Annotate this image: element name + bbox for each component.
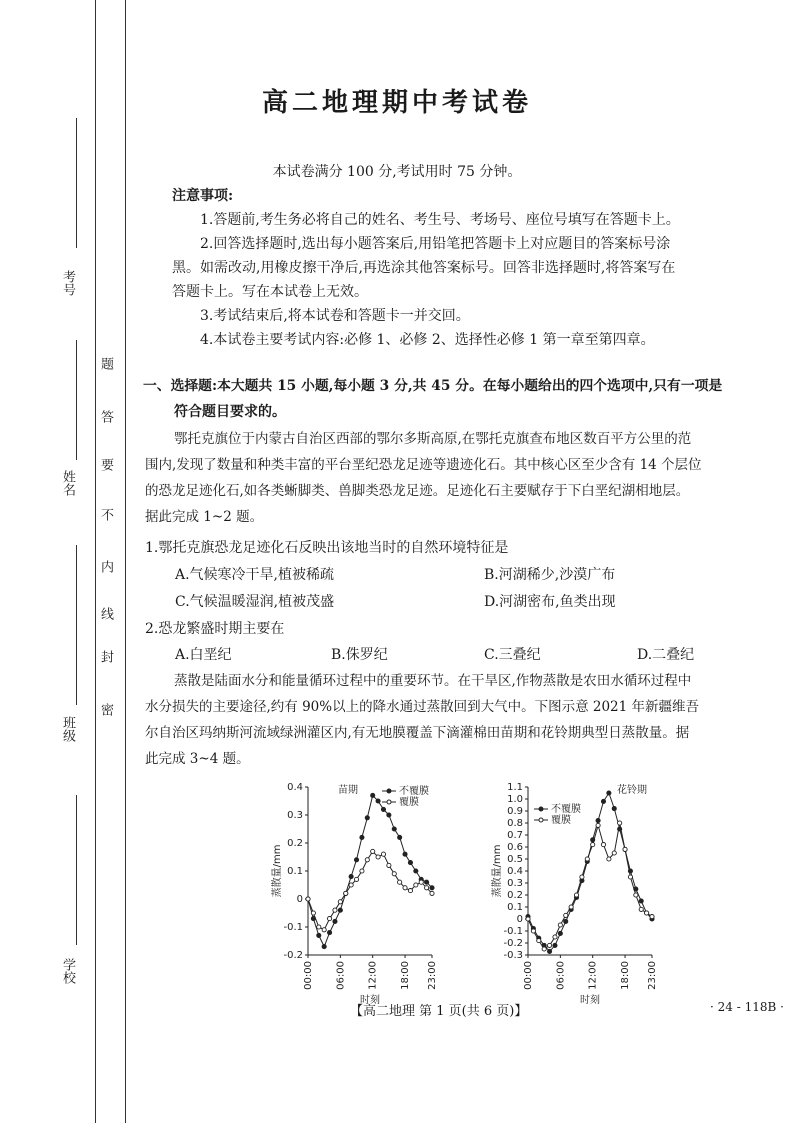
passage1-line-2: 围内,发现了数量和种类丰富的平台垩纪恐龙足迹等遗迹化石。其中核心区至少含有 14 个层位 [145, 457, 702, 473]
seal-char-5: 不 [98, 508, 113, 521]
name-underline [76, 340, 77, 460]
section1-heading: 一、选择题:本大题共 15 小题,每小题 3 分,共 45 分。在每小题给出的四个选项中,只有一项是 [143, 378, 723, 394]
q2-option-b: B.侏罗纪 [331, 647, 388, 663]
data-point-film [425, 886, 429, 890]
y-tick-label: -0.3 [503, 950, 523, 961]
data-point-film [327, 917, 331, 921]
legend-marker [539, 818, 543, 822]
notice-item-2-cont: 黑。如需改动,用橡皮擦干净后,再选涂其他答案标号。回答非选择题时,将答案写在 [172, 260, 676, 276]
data-point-no-film [327, 931, 331, 935]
notice-item-3: 3.考试结束后,将本试卷和答题卡一并交回。 [200, 308, 470, 324]
x-tick-label: 23:00 [427, 961, 438, 990]
data-point-no-film [376, 799, 380, 803]
y-tick-label: 1.0 [507, 794, 523, 805]
legend-label: 覆膜 [551, 815, 571, 826]
notice-heading: 注意事项: [172, 188, 234, 204]
data-point-no-film [387, 813, 391, 817]
section1-heading-cont: 符合题目要求的。 [174, 404, 286, 420]
series-line-no-film [528, 793, 652, 951]
data-point-film [558, 923, 562, 927]
chart-flowering-stage [490, 775, 670, 1005]
page-title: 高二地理期中考试卷 [261, 88, 532, 118]
y-tick-label: 0.1 [287, 866, 303, 877]
label-name: 姓名 [60, 470, 75, 496]
data-point-no-film [403, 852, 407, 856]
data-point-no-film [381, 807, 385, 811]
label-class: 班级 [60, 716, 75, 742]
data-point-film [542, 947, 546, 951]
data-point-film [596, 823, 600, 827]
passage1-line-1: 鄂托克旗位于内蒙古自治区西部的鄂尔多斯高原,在鄂托克旗查布地区数百平方公里的范 [174, 431, 692, 447]
data-point-film [628, 875, 632, 879]
page-footer: 【高二地理 第 1 页(共 6 页)】 [350, 1004, 528, 1019]
notice-item-2: 2.回答选择题时,选出每小题答案后,用铅笔把答题卡上对应题目的答案标号涂 [200, 236, 671, 252]
legend-marker [387, 789, 391, 793]
y-tick-label: 0 [296, 894, 303, 905]
x-axis-label: 时刻 [580, 995, 600, 1005]
seal-char-7: 答 [98, 410, 113, 423]
data-point-film [398, 880, 402, 884]
x-tick-label: 12:00 [367, 961, 379, 990]
data-point-no-film [558, 931, 562, 935]
school-underline [76, 795, 77, 945]
q1-option-c: C.气候温暖湿润,植被茂盛 [175, 594, 335, 610]
data-point-no-film [430, 886, 434, 890]
seal-char-3: 线 [98, 607, 113, 620]
data-point-no-film [317, 933, 321, 937]
seal-char-4: 内 [98, 560, 113, 573]
data-point-no-film [425, 880, 429, 884]
q2-stem: 2.恐龙繁盛时期主要在 [145, 621, 285, 637]
data-point-film [585, 857, 589, 861]
data-point-film [381, 852, 385, 856]
data-point-film [376, 855, 380, 859]
data-point-no-film [371, 793, 375, 797]
data-point-no-film [365, 816, 369, 820]
q1-option-b: B.河湖稀少,沙漠广布 [484, 567, 616, 583]
class-underline [76, 545, 77, 705]
data-point-no-film [639, 899, 643, 903]
data-point-film [569, 905, 573, 909]
data-point-film [333, 908, 337, 912]
data-point-film [392, 872, 396, 876]
data-point-no-film [553, 943, 557, 947]
y-tick-label: 0.3 [287, 810, 303, 821]
data-point-film [349, 883, 353, 887]
data-point-film [354, 877, 358, 881]
y-tick-label: 0.4 [287, 782, 303, 793]
y-tick-label: 0 [516, 914, 523, 925]
passage2-line-3: 尔自治区玛纳斯河流域绿洲灌区内,有无地膜覆盖下滴灌棉田苗期和花铃期典型日蒸散量。据 [145, 725, 690, 741]
data-point-film [639, 907, 643, 911]
seal-char-2: 封 [98, 650, 113, 663]
data-point-no-film [596, 819, 600, 823]
data-point-film [547, 943, 551, 947]
data-point-no-film [607, 791, 611, 795]
data-point-no-film [349, 875, 353, 879]
data-point-film [564, 913, 568, 917]
passage2-line-4: 此完成 3~4 题。 [145, 751, 250, 767]
data-point-film [311, 911, 315, 915]
y-tick-label: 0.7 [507, 830, 523, 841]
legend-label: 不覆膜 [551, 804, 581, 815]
label-school: 学校 [60, 958, 75, 984]
data-point-film [650, 915, 654, 919]
data-point-film [574, 893, 578, 897]
data-point-film [591, 843, 595, 847]
data-point-film [322, 928, 326, 932]
data-point-film [344, 891, 348, 895]
data-point-film [634, 893, 638, 897]
data-point-film [531, 929, 535, 933]
q2-option-c: C.三叠纪 [484, 647, 541, 663]
y-axis-label: 蒸散量/mm [272, 844, 283, 898]
series-line-film [528, 823, 652, 949]
q2-option-d: D.二叠纪 [637, 647, 695, 663]
y-tick-label: 0.6 [507, 842, 523, 853]
data-point-film [623, 847, 627, 851]
y-tick-label: 0.4 [507, 866, 523, 877]
notice-item-1: 1.答题前,考生务必将自己的姓名、考生号、考场号、座位号填写在答题卡上。 [200, 212, 680, 228]
y-tick-label: 0.2 [507, 890, 523, 901]
data-point-no-film [564, 919, 568, 923]
seal-char-8: 题 [98, 357, 113, 370]
data-point-film [618, 821, 622, 825]
y-tick-label: -0.1 [503, 926, 523, 937]
paper-code: · 24 - 118B · [710, 1000, 784, 1014]
data-point-film [403, 886, 407, 890]
data-point-film [387, 863, 391, 867]
y-axis-label: 蒸散量/mm [492, 844, 503, 898]
data-point-no-film [333, 919, 337, 923]
data-point-no-film [612, 807, 616, 811]
label-exam-no: 考号 [60, 270, 75, 296]
x-tick-label: 00:00 [303, 961, 314, 990]
data-point-film [371, 849, 375, 853]
x-tick-label: 06:00 [555, 961, 567, 990]
chart-title: 花铃期 [617, 785, 647, 796]
data-point-film [338, 900, 342, 904]
y-tick-label: -0.2 [283, 950, 303, 961]
x-tick-label: 18:00 [620, 961, 632, 990]
q2-option-a: A.白垩纪 [175, 647, 232, 663]
data-point-film [419, 880, 423, 884]
y-tick-label: 0.5 [507, 854, 523, 865]
exam-info: 本试卷满分 100 分,考试用时 75 分钟。 [272, 164, 522, 180]
data-point-film [607, 857, 611, 861]
data-point-no-film [338, 908, 342, 912]
data-point-no-film [360, 835, 364, 839]
y-tick-label: 1.1 [507, 782, 523, 793]
chart-title: 苗期 [338, 785, 358, 796]
data-point-no-film [392, 827, 396, 831]
data-point-film [580, 875, 584, 879]
data-point-film [553, 935, 557, 939]
chart-seedling-stage [270, 775, 450, 1005]
data-point-no-film [322, 945, 326, 949]
data-point-film [645, 911, 649, 915]
q1-option-d: D.河湖密布,鱼类出现 [484, 594, 616, 610]
data-point-no-film [601, 799, 605, 803]
notice-item-4: 4.本试卷主要考试内容:必修 1、必修 2、选择性必修 1 第一章至第四章。 [200, 332, 655, 348]
data-point-no-film [354, 858, 358, 862]
y-tick-label: 0.2 [287, 838, 303, 849]
passage1-line-3: 的恐龙足迹化石,如各类蜥脚类、兽脚类恐龙足迹。足迹化石主要赋存于下白垩纪湖相地层。 [145, 483, 690, 499]
passage1-line-4: 据此完成 1~2 题。 [145, 509, 264, 525]
passage2-line-1: 蒸散是陆面水分和能量循环过程中的重要环节。在干旱区,作物蒸散是农田水循环过程中 [174, 673, 692, 689]
data-point-film [360, 869, 364, 873]
data-point-film [306, 897, 310, 901]
x-tick-label: 00:00 [523, 961, 534, 990]
legend-marker [387, 800, 391, 804]
data-point-film [408, 889, 412, 893]
x-tick-label: 06:00 [335, 961, 347, 990]
data-point-film [365, 858, 369, 862]
seal-char-1: 密 [98, 703, 113, 716]
data-point-film [526, 917, 530, 921]
data-point-no-film [408, 861, 412, 865]
legend-label: 覆膜 [399, 797, 419, 808]
x-tick-label: 18:00 [400, 961, 412, 990]
y-tick-label: 0.1 [507, 902, 523, 913]
data-point-film [612, 851, 616, 855]
series-line-film [308, 851, 432, 929]
data-point-film [317, 925, 321, 929]
data-point-no-film [547, 949, 551, 953]
data-point-film [601, 843, 605, 847]
q1-stem: 1.鄂托克旗恐龙足迹化石反映出该地当时的自然环境特征是 [145, 540, 509, 556]
data-point-no-film [398, 835, 402, 839]
x-axis-label: 时刻 [360, 995, 380, 1005]
y-tick-label: 0.9 [507, 806, 523, 817]
legend-marker [539, 807, 543, 811]
data-point-no-film [414, 869, 418, 873]
x-tick-label: 12:00 [587, 961, 599, 990]
data-point-film [414, 883, 418, 887]
legend-label: 不覆膜 [399, 786, 429, 797]
y-tick-label: 0.8 [507, 818, 523, 829]
seal-char-6: 要 [98, 458, 113, 471]
data-point-film [430, 891, 434, 895]
y-tick-label: 0.3 [507, 878, 523, 889]
x-tick-label: 23:00 [647, 961, 658, 990]
q1-option-a: A.气候寒冷干旱,植被稀疏 [175, 567, 335, 583]
y-tick-label: -0.2 [503, 938, 523, 949]
data-point-film [537, 939, 541, 943]
passage2-line-2: 水分损失的主要途径,约有 90%以上的降水通过蒸散回到大气中。下图示意 2021 年新疆维吾 [145, 699, 700, 715]
y-tick-label: -0.1 [283, 922, 303, 933]
notice-item-2-cont2: 答题卡上。写在本试卷上无效。 [172, 284, 368, 300]
